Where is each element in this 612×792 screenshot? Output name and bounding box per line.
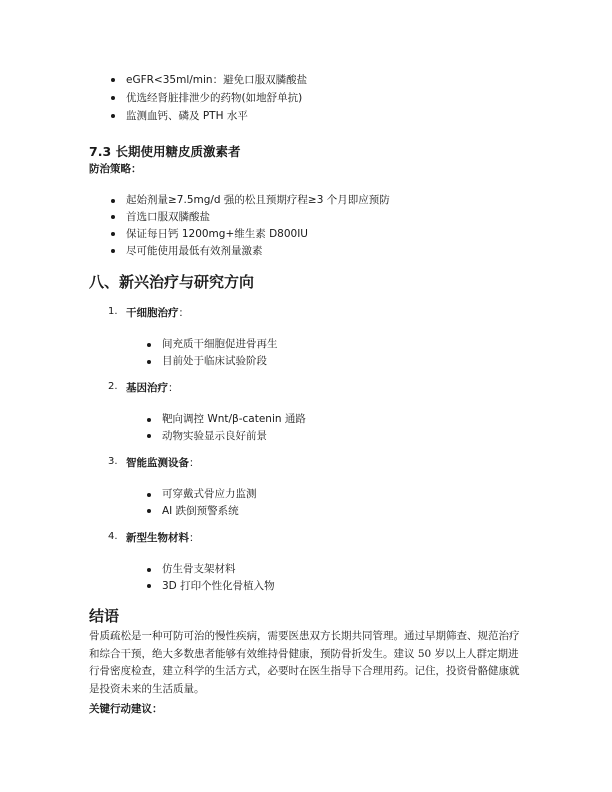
bullet-text: eGFR<35ml/min：避免口服双膦酸盐 (126, 74, 308, 86)
bullet-text: 间充质干细胞促进骨再生 (162, 338, 278, 350)
item-title-colon: ： (168, 382, 179, 394)
item-title-text: 干细胞治疗 (126, 307, 179, 319)
bullet-text: 目前处于临床试验阶段 (162, 355, 267, 367)
bullet-text: AI 跌倒预警系统 (162, 505, 239, 517)
bullet-dot (111, 96, 115, 100)
item-title-colon: ： (189, 457, 200, 469)
item-title (126, 380, 179, 395)
item-title (126, 530, 200, 545)
section-heading-8: 八、新兴治疗与研究方向 (89, 273, 255, 291)
bullet-text: 靶向调控 Wnt/β-catenin 通路 (162, 413, 306, 425)
item-number: 4. (108, 531, 118, 542)
bullet-text: 优选经肾脏排泄少的药物(如地舒单抗) (126, 92, 303, 104)
item-title (126, 305, 189, 320)
item-number: 1. (108, 306, 118, 317)
bullet-text: 保证每日钙 1200mg+维生素 D800IU (126, 228, 308, 240)
bullet-text: 监测血钙、磷及 PTH 水平 (126, 110, 248, 122)
conclusion-paragraph: 骨质疏松是一种可防可治的慢性疾病，需要医患双方长期共同管理。通过早期筛查、规范治疗和综合干预，绝大多数患者能够有效维持骨健康，预防骨折发生。建议 50 岁以上人群定期进行骨密度检查，建立科学的生活方式，必要时在医生指导下合理用药。记住，投资骨骼健康就是投资未来的生活质量。 (89, 630, 520, 695)
bullet-dot (147, 434, 151, 438)
bullet-text: 仿生骨支架材料 (162, 563, 236, 575)
bullet-text: 可穿戴式骨应力监测 (162, 488, 257, 500)
bullet-dot (111, 249, 115, 253)
bullet-dot (147, 584, 151, 588)
bullet-dot (111, 78, 115, 82)
bullet-dot (111, 215, 115, 219)
bullet-dot (147, 509, 151, 513)
bullet-text: 起始剂量≥7.5mg/d 强的松且预期疗程≥3 个月即应预防 (126, 194, 390, 206)
strategy-label: 防治策略： (89, 163, 142, 175)
item-title-text: 基因治疗 (126, 382, 168, 394)
bullet-dot (111, 114, 115, 118)
item-title (126, 455, 200, 470)
bullet-dot (147, 418, 151, 422)
item-title-colon: ： (189, 532, 200, 544)
conclusion-heading: 结语 (89, 607, 120, 625)
bullet-dot (147, 343, 151, 347)
bullet-dot (111, 232, 115, 236)
action-label: 关键行动建议： (89, 703, 163, 715)
bullet-text: 动物实验显示良好前景 (162, 430, 267, 442)
item-number: 2. (108, 381, 118, 392)
item-title-text: 新型生物材料 (126, 532, 189, 544)
item-number: 3. (108, 456, 118, 467)
bullet-text: 首选口服双膦酸盐 (126, 211, 210, 223)
bullet-dot (147, 360, 151, 364)
bullet-dot (111, 199, 115, 203)
item-title-colon: ： (178, 307, 189, 319)
bullet-text: 3D 打印个性化骨植入物 (162, 580, 275, 592)
bullet-text: 尽可能使用最低有效剂量激素 (126, 245, 263, 257)
bullet-dot (147, 568, 151, 572)
section-heading-7-3: 7.3 长期使用糖皮质激素者 (89, 144, 241, 159)
bullet-dot (147, 493, 151, 497)
item-title-text: 智能监测设备 (126, 457, 189, 469)
